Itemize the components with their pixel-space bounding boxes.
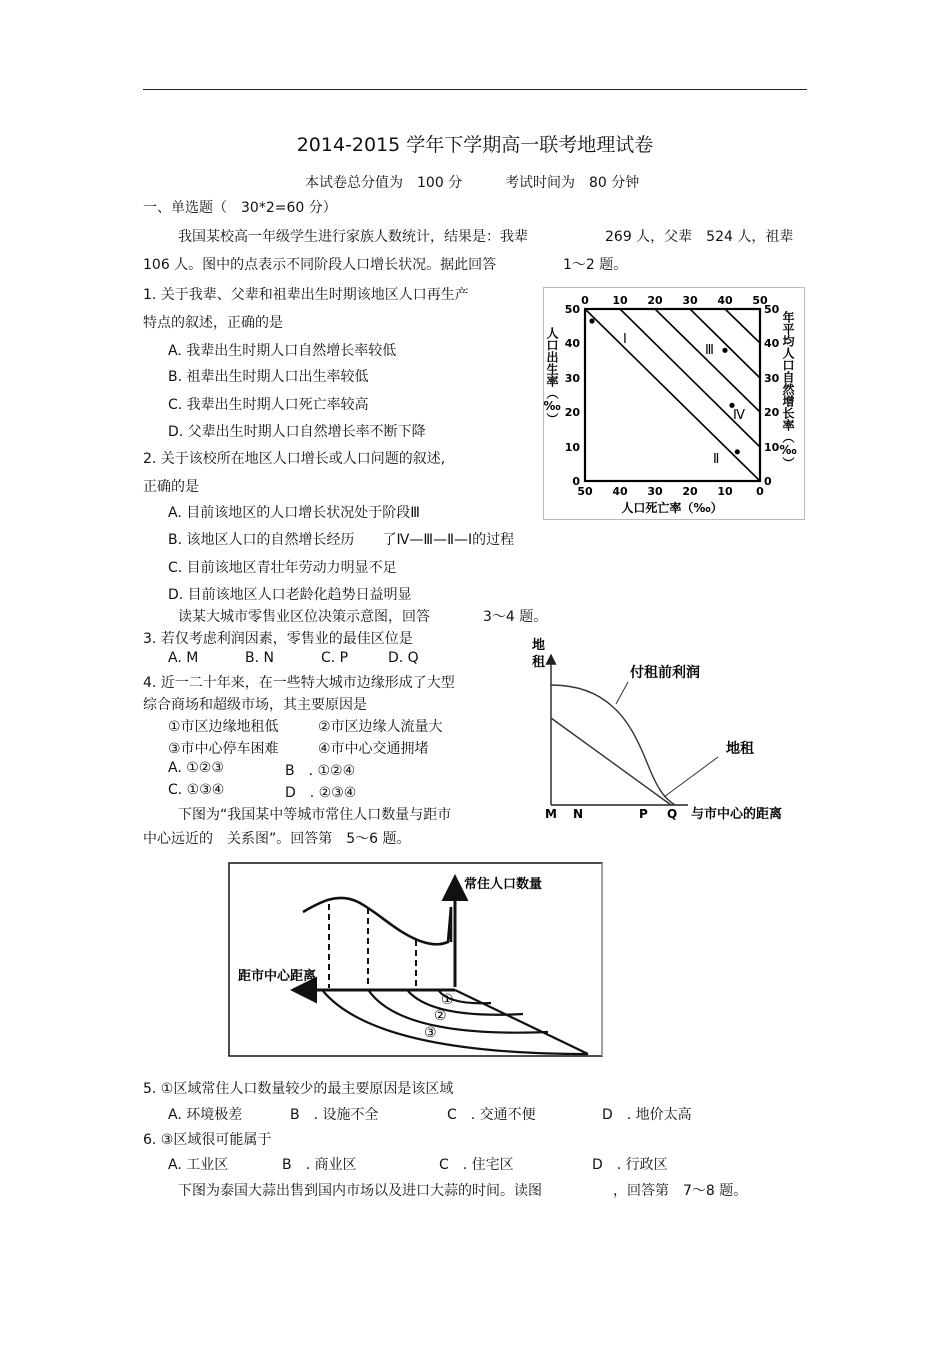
q4-stem-1: 4. 近一二十年来，在一些特大城市边缘形成了大型 <box>143 675 455 691</box>
intro3-line1: 下图为“我国某中等城市常住人口数量与距市 <box>178 807 452 823</box>
q4-stem-2: 综合商场和超级市场，其主要原因是 <box>143 697 367 713</box>
q1-stem-2: 特点的叙述，正确的是 <box>143 315 283 331</box>
top-tick: 20 <box>647 294 663 307</box>
page-title: 2014-2015 学年下学期高一联考地理试卷 <box>296 134 654 156</box>
left-tick: 50 <box>564 303 580 316</box>
bottom-tick: 0 <box>756 485 764 498</box>
q2-stem-1: 2. 关于该校所在地区人口增长或人口问题的叙述, <box>143 451 446 467</box>
zone-label-3: ③ <box>424 1025 437 1041</box>
tick-n: N <box>573 807 584 821</box>
right-axis-label: 年平均人口自然增长率（‰） <box>781 311 795 469</box>
left-tick: 30 <box>564 372 580 385</box>
stage-label-4: Ⅳ <box>733 408 745 423</box>
q4-item-2: ②市区边缘人流量大 <box>318 719 443 735</box>
q5-option-d[interactable]: D . 地价太高 <box>602 1107 692 1123</box>
stage-label-1: Ⅰ <box>623 332 627 347</box>
left-tick: 0 <box>572 475 580 488</box>
intro1-line1b: 269 人，父辈 524 人，祖辈 <box>605 229 794 245</box>
right-tick: 50 <box>764 303 780 316</box>
q4-option-a[interactable]: A. ①②③ <box>168 760 224 776</box>
right-tick: 40 <box>764 337 780 350</box>
q1-option-c[interactable]: C. 我辈出生时期人口死亡率较高 <box>168 397 369 413</box>
q3-option-d[interactable]: D. Q <box>388 650 419 666</box>
q4-item-4: ④市中心交通拥堵 <box>318 741 429 757</box>
top-tick: 10 <box>612 294 628 307</box>
intro1-line1a: 我国某校高一年级学生进行家族人数统计，结果是：我辈 <box>178 229 528 245</box>
section-heading: 一、单选题（ 30*2=60 分） <box>143 200 337 216</box>
tick-q: Q <box>667 807 678 821</box>
right-tick: 10 <box>764 441 780 454</box>
q2-option-a[interactable]: A. 目前该地区的人口增长状况处于阶段Ⅲ <box>168 505 420 521</box>
population-distance-chart <box>228 862 604 1062</box>
profit-curve-label: 付租前利润 <box>630 665 700 681</box>
q6-stem: 6. ③区域很可能属于 <box>143 1132 272 1148</box>
left-tick: 40 <box>564 337 580 350</box>
q3-stem: 3. 若仅考虑利润因素，零售业的最佳区位是 <box>143 631 413 647</box>
top-tick: 50 <box>752 294 768 307</box>
q2-option-b[interactable]: B. 该地区人口的自然增长经历 了Ⅳ—Ⅲ—Ⅱ—Ⅰ的过程 <box>168 532 515 548</box>
top-tick: 40 <box>717 294 733 307</box>
x-axis-label: 与市中心的距离 <box>691 807 783 822</box>
zone-label-1: ① <box>441 992 454 1008</box>
isoline-10 <box>620 309 760 447</box>
q1-stem-1: 1. 关于我辈、父辈和祖辈出生时期该地区人口再生产 <box>143 287 469 303</box>
bottom-tick: 20 <box>682 485 698 498</box>
isoline-20 <box>655 309 760 412</box>
top-tick: 0 <box>581 294 589 307</box>
header-rule <box>143 89 807 90</box>
stage-label-2: Ⅱ <box>713 452 720 467</box>
q6-option-b[interactable]: B . 商业区 <box>282 1157 357 1173</box>
bottom-tick: 40 <box>612 485 628 498</box>
q3-option-c[interactable]: C. P <box>321 650 349 666</box>
left-tick: 10 <box>564 441 580 454</box>
left-ticks <box>565 303 581 488</box>
profit-label-leader <box>616 682 628 704</box>
q4-option-b[interactable]: B . ①②④ <box>285 763 356 779</box>
bottom-tick: 30 <box>647 485 663 498</box>
profit-curve <box>551 685 675 805</box>
intro4-a: 下图为泰国大蒜出售到国内市场以及进口大蒜的时间。读图 <box>178 1183 542 1199</box>
q5-option-a[interactable]: A. 环境极差 <box>168 1107 243 1123</box>
tick-p: P <box>639 807 648 821</box>
intro1-line2a: 106 人。图中的点表示不同阶段人口增长状况。据此回答 <box>143 257 497 273</box>
intro2-b: 3～4 题。 <box>483 609 548 625</box>
bottom-ticks <box>577 485 764 498</box>
population-stage-chart <box>543 287 805 524</box>
y-axis-label-1: 地 <box>532 638 546 653</box>
bottom-tick: 50 <box>577 485 593 498</box>
left-axis-label: 人口出生率（‰） <box>545 327 559 425</box>
q6-option-d[interactable]: D . 行政区 <box>592 1157 668 1173</box>
q5-option-c[interactable]: C . 交通不便 <box>447 1107 536 1123</box>
top-tick: 30 <box>682 294 698 307</box>
q3-option-b[interactable]: B. N <box>245 650 274 666</box>
left-tick: 20 <box>564 406 580 419</box>
q4-item-3: ③市中心停车困难 <box>168 741 279 757</box>
isoline-40 <box>725 309 760 343</box>
bottom-tick: 10 <box>717 485 733 498</box>
right-tick: 0 <box>764 475 772 488</box>
right-tick: 20 <box>764 406 780 419</box>
rent-label-leader <box>664 757 718 797</box>
y-axis-label-2: 租 <box>532 655 546 670</box>
q1-option-a[interactable]: A. 我辈出生时期人口自然增长率较低 <box>168 343 397 359</box>
total-score: 本试卷总分值为 100 分 <box>305 175 463 191</box>
stage-point <box>735 449 740 454</box>
growth-isolines <box>585 309 760 481</box>
x-axis-label: 距市中心距离 <box>238 969 317 984</box>
rent-label: 地租 <box>726 741 754 757</box>
intro1-line2b: 1～2 题。 <box>563 257 628 273</box>
y-axis-label: 常住人口数量 <box>464 877 543 892</box>
q6-option-c[interactable]: C . 住宅区 <box>439 1157 514 1173</box>
top-ticks <box>581 294 768 307</box>
intro4-b: ，回答第 7～8 题。 <box>613 1183 748 1199</box>
q5-stem: 5. ①区域常住人口数量较少的最主要原因是该区域 <box>143 1081 454 1097</box>
q2-option-d[interactable]: D. 目前该地区人口老龄化趋势日益明显 <box>168 587 412 603</box>
q4-item-1: ①市区边缘地租低 <box>168 719 279 735</box>
exam-time: 考试时间为 80 分钟 <box>505 175 640 191</box>
q5-option-b[interactable]: B . 设施不全 <box>290 1107 379 1123</box>
q1-option-d[interactable]: D. 父辈出生时期人口自然增长率不断下降 <box>168 424 426 440</box>
q6-option-a[interactable]: A. 工业区 <box>168 1157 229 1173</box>
stage-point <box>589 318 594 323</box>
right-tick: 30 <box>764 372 780 385</box>
intro3-line2: 中心远近的 关系图”。回答第 5～6 题。 <box>143 831 411 847</box>
stage-point <box>722 348 727 353</box>
isoline-0 <box>585 309 760 481</box>
q4-option-d[interactable]: D . ②③④ <box>285 785 357 801</box>
q1-option-b[interactable]: B. 祖辈出生时期人口出生率较低 <box>168 369 369 385</box>
right-ticks <box>764 303 780 488</box>
intro2-a: 读某大城市零售业区位决策示意图，回答 <box>178 609 430 625</box>
q4-option-c[interactable]: C. ①③④ <box>168 782 225 798</box>
retail-location-chart <box>528 635 798 829</box>
bottom-axis-label: 人口死亡率（‰） <box>621 501 723 515</box>
rent-line <box>551 718 671 805</box>
stage-label-3: Ⅲ <box>705 343 714 358</box>
q2-option-c[interactable]: C. 目前该地区青壮年劳动力明显不足 <box>168 560 397 576</box>
isoline-30 <box>690 309 760 378</box>
tick-m: M <box>545 807 557 821</box>
q2-stem-2: 正确的是 <box>143 479 199 495</box>
zone-label-2: ② <box>434 1008 447 1024</box>
q3-option-a[interactable]: A. M <box>168 650 199 666</box>
